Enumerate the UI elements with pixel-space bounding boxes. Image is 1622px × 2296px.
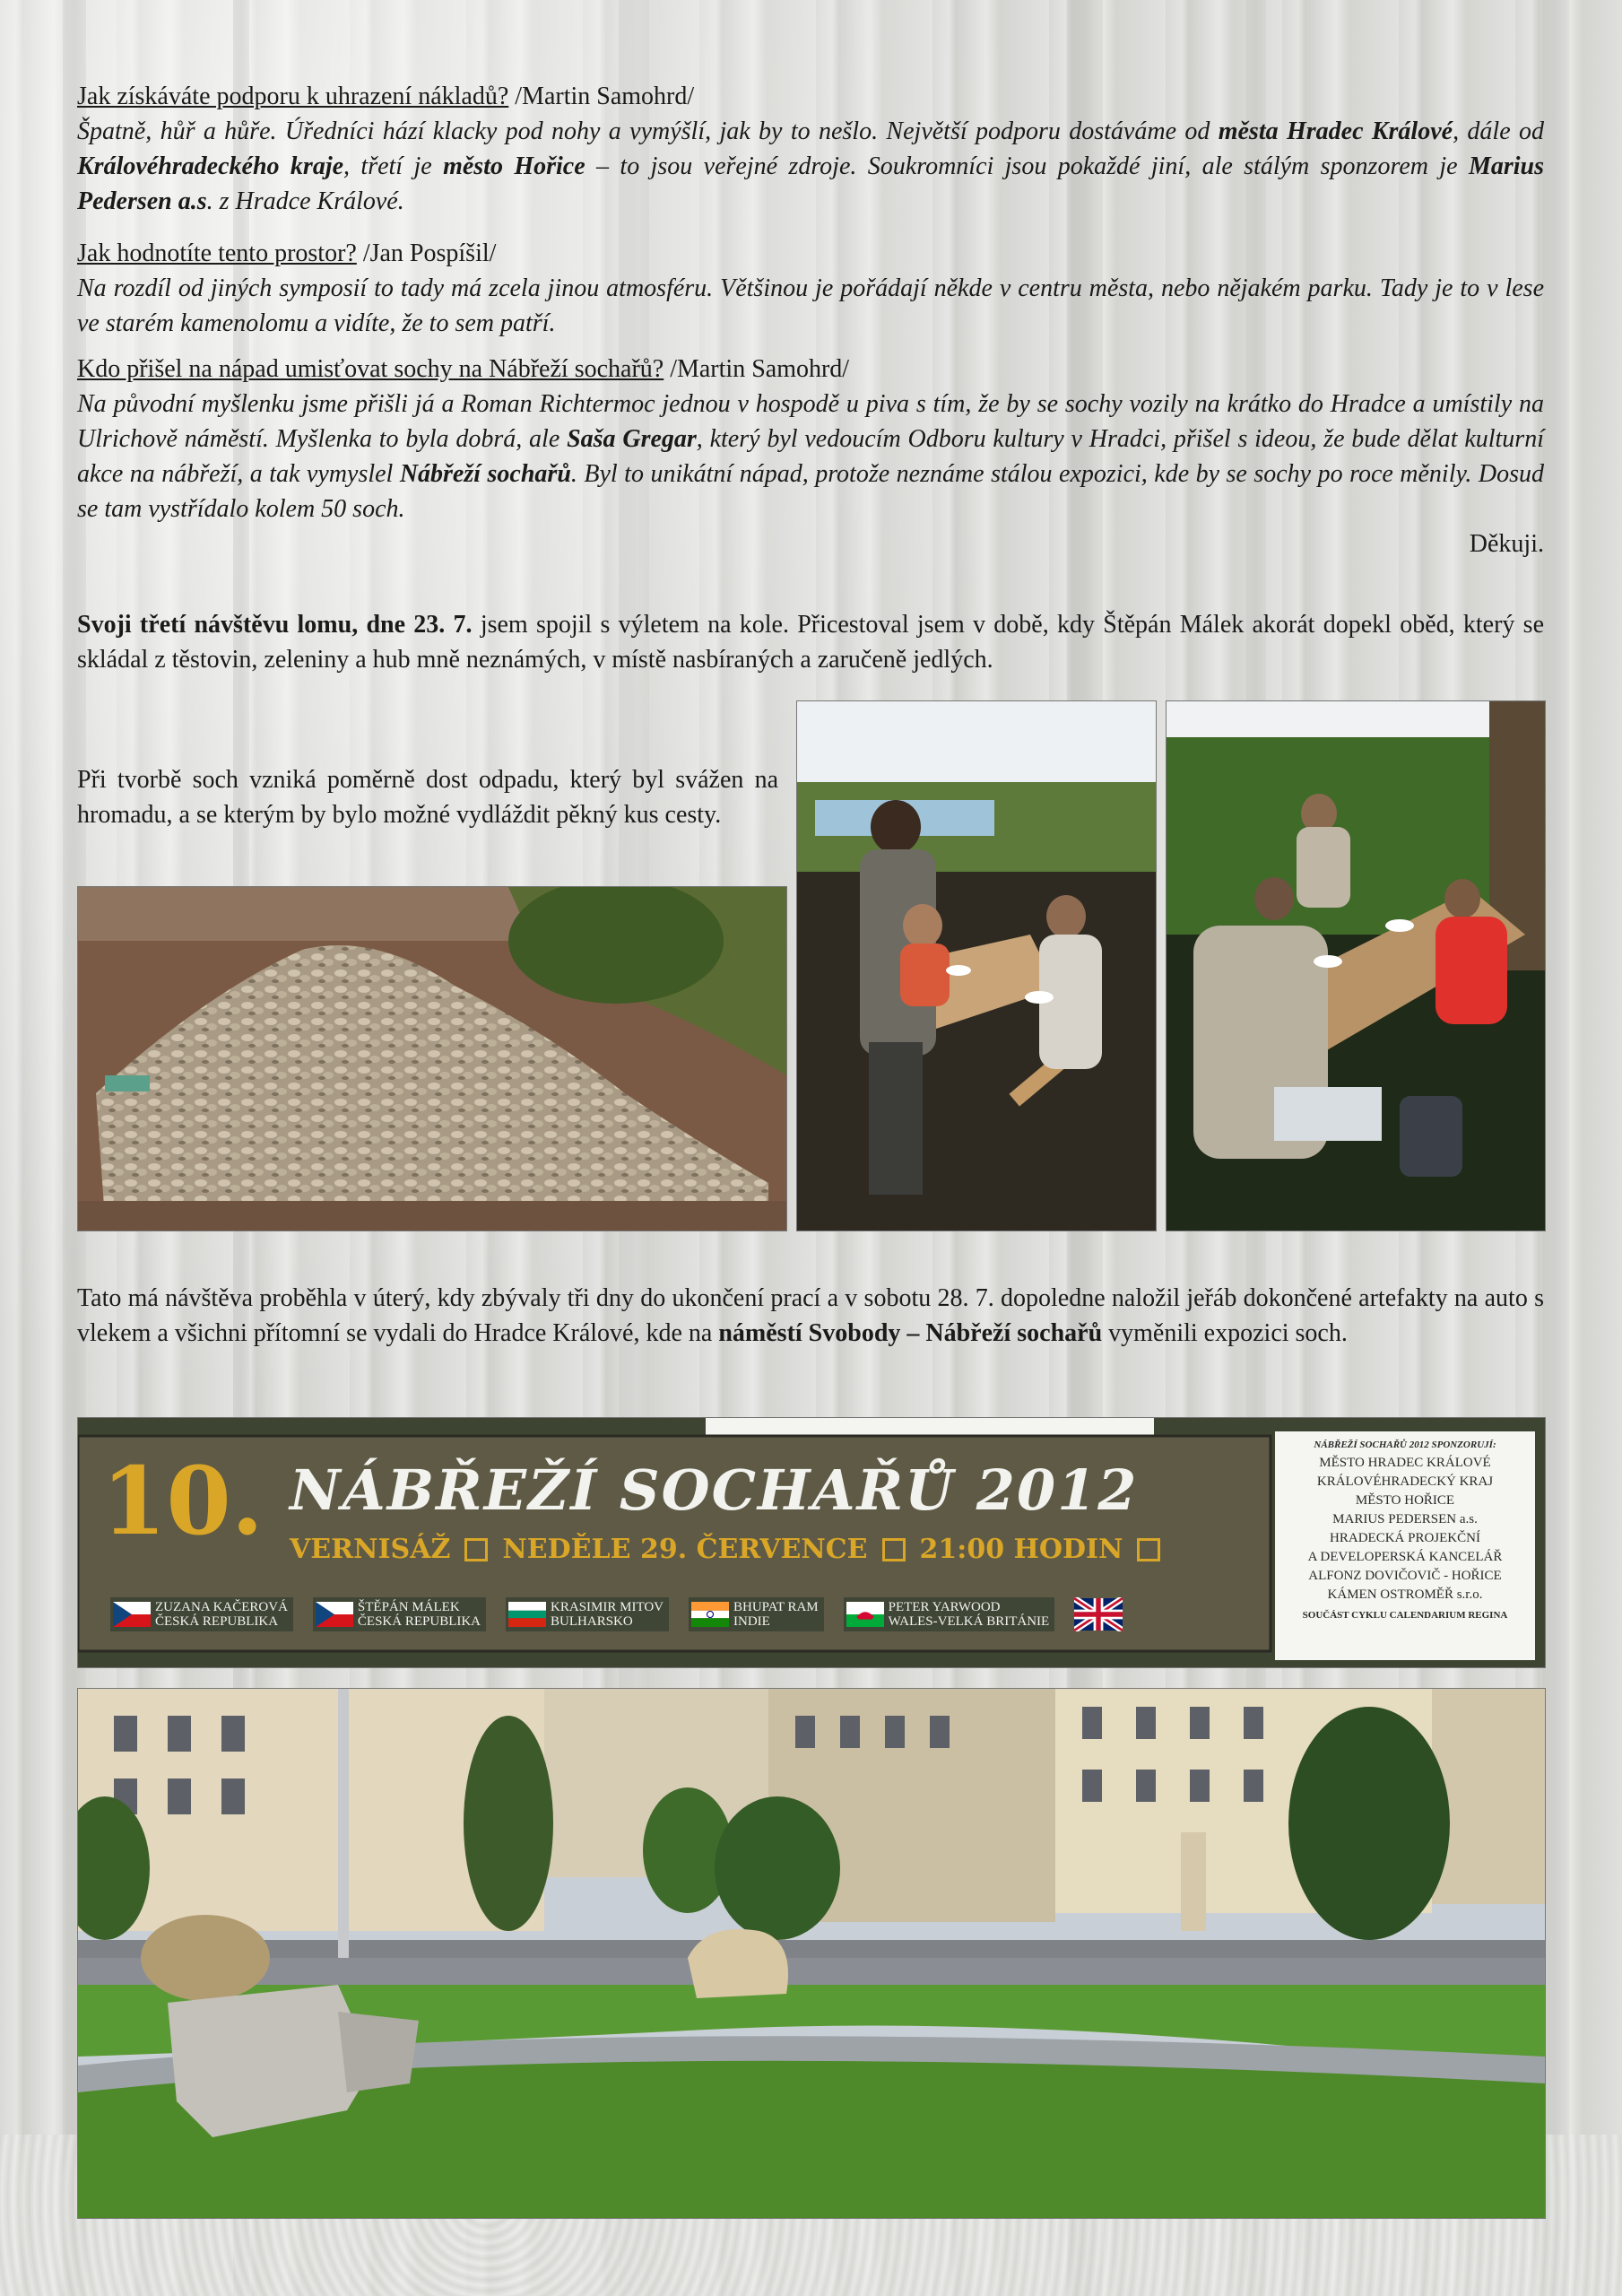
waste-paragraph: Při tvorbě soch vzniká poměrně dost odpadu, který byl svážen na hromadu, a se kterým by bylo možné vydláždit pěkný kus cesty. [77, 766, 778, 829]
bold-text-run: Nábřeží sochařů [399, 460, 571, 488]
subtitle-item: 21:00 HODIN [919, 1534, 1123, 1565]
lunch-photo-left [796, 700, 1157, 1231]
bold-text-run: město Hořice [443, 152, 585, 180]
wales-flag-icon [846, 1602, 884, 1627]
artist-2 [313, 1597, 486, 1631]
question-3: Kdo přišel na nápad umisťovat sochy na Nábřeží sochařů? [77, 355, 664, 383]
bold-text-run: Saša Gregar [567, 425, 697, 453]
text-run: Tato má návštěva proběhla v úterý, kdy zbývaly tři dny do ukončení prací a v sobotu 28. 7. dopoledne naložil jeřáb dokončené artefakty na auto s vlekem a všichni přítomní se vydali do Hradce Králové, kde na [77, 1284, 1544, 1347]
sponsors-title: NÁBŘEŽÍ SOCHAŘŮ 2012 SPONZORUJÍ: [1314, 1439, 1496, 1450]
speaker-3: /Martin Samohrd/ [670, 355, 850, 383]
text-run: . Byl to unikátní nápad, protože neznáme stálou expozici, kde by se sochy po roce měnily. Dosud se tam vystřídalo kolem 50 soch. [77, 460, 1544, 523]
artist-country: WALES-VELKÁ BRITÁNIE [888, 1614, 1050, 1629]
banner-sponsors [1278, 1439, 1532, 1621]
artist-country: INDIE [733, 1614, 770, 1629]
text-run: vyměnili expozici soch. [1102, 1319, 1348, 1347]
text-run: Na rozdíl od jiných symposií to tady má zcela jinou atmosféru. Většinou je pořádají někde v centru města, nebo nějakém parku. Tady je to v lese ve starém kamenolomu a vidíte, že to sem patří. [77, 274, 1544, 337]
text-run: , který byl vedoucím Odboru kultury v Hradci, přišel s ideou, že bude dělat kulturní akce na nábřeží, a tak vymyslel [77, 425, 1544, 488]
banner-title: NÁBŘEŽÍ SOCHAŘŮ 2012 [290, 1457, 1139, 1523]
banner-photo [77, 1417, 1546, 1668]
artist-country: ČESKÁ REPUBLIKA [155, 1614, 279, 1629]
sponsor-item: HRADECKÁ PROJEKČNÍ [1330, 1531, 1480, 1545]
banner-artists [110, 1597, 1123, 1631]
artist-4 [689, 1597, 824, 1631]
stone-pile-photo [77, 886, 787, 1231]
text-run: Na původní myšlenku jsme přišli já a Roman Richtermoc jednou v hospodě u piva s tím, že by se sochy vozily na krátko do Hradce a umístily na Ulrichově náměstí. Myšlenka to byla dobrá, ale [77, 390, 1544, 453]
sponsor-item: KRÁLOVÉHRADECKÝ KRAJ [1316, 1474, 1494, 1489]
question-2: Jak hodnotíte tento prostor? [77, 239, 357, 267]
text-run: – to jsou veřejné zdroje. Soukromníci jsou pokaždé jiní, ale stálým sponzorem je [585, 152, 1469, 180]
third-visit-text: jsem spojil s výletem na kole. Přicestoval jsem v době, kdy Štěpán Málek akorát dopekl oběd, který se skládal z těstovin, zeleniny a hub mně neznámých, v místě nasbíraných a zaručeně jedlých. [77, 611, 1544, 674]
sponsor-item: A DEVELOPERSKÁ KANCELÁŘ [1307, 1550, 1503, 1564]
banner-number: 10. [101, 1446, 264, 1556]
answer-2 [77, 271, 1544, 341]
artist-1 [110, 1597, 293, 1631]
interview-block-3 [77, 352, 1544, 561]
speaker-1: /Martin Samohrd/ [515, 83, 695, 110]
text-run: . z Hradce Králové. [206, 187, 404, 215]
artist-name: ZUZANA KAČEROVÁ [155, 1600, 288, 1614]
bold-text-run: Marius Pedersen a.s [77, 152, 1544, 215]
square-photo [77, 1688, 1546, 2219]
answer-3 [77, 387, 1544, 526]
sponsor-item: MARIUS PEDERSEN a.s. [1332, 1512, 1478, 1526]
interview-block-1 [77, 79, 1544, 219]
sponsor-item: ALFONZ DOVIČOVIČ - HOŘICE [1308, 1569, 1502, 1583]
interview-block-2 [77, 236, 1544, 341]
cz-flag-icon [113, 1602, 151, 1627]
subtitle-item: VERNISÁŽ [290, 1534, 451, 1565]
bold-text-run: města Hradec Králové [1218, 117, 1453, 145]
lunch-photo-right [1166, 700, 1546, 1231]
artist-name: ŠTĚPÁN MÁLEK [357, 1600, 460, 1614]
text-run: Špatně, hůř a hůře. Úředníci hází klacky pod nohy a vymýšlí, jak by to nešlo. Největší podporu dostáváme od [77, 117, 1219, 145]
speaker-2: /Jan Pospíšil/ [362, 239, 497, 267]
cz-flag-icon [316, 1602, 353, 1627]
third-visit-paragraph [77, 607, 1544, 677]
sponsors-footer: SOUČÁST CYKLU CALENDARIUM REGINA [1302, 1610, 1508, 1621]
question-1: Jak získáváte podporu k uhrazení nákladů? [77, 83, 509, 110]
artist-name: KRASIMIR MITOV [551, 1600, 664, 1614]
sponsor-item: MĚSTO HOŘICE [1355, 1493, 1455, 1508]
thanks: Děkuji. [1469, 530, 1544, 558]
last-visit-paragraph [77, 1281, 1544, 1351]
bold-text-run: náměstí Svobody – Nábřeží sochařů [718, 1319, 1103, 1347]
in-flag-icon [691, 1602, 729, 1627]
banner-subtitle [290, 1535, 1160, 1565]
uk-flag-icon [1074, 1597, 1123, 1631]
bg-flag-icon [508, 1602, 546, 1627]
artist-name: PETER YARWOOD [888, 1600, 1001, 1614]
bold-text-run: Královéhradeckého kraje [77, 152, 344, 180]
subtitle-item: NEDĚLE 29. ČERVENCE [502, 1534, 868, 1565]
artist-5 [844, 1597, 1055, 1631]
text-run: , dále od [1453, 117, 1544, 145]
artist-3 [506, 1597, 669, 1631]
artist-name: BHUPAT RAM [733, 1600, 819, 1614]
sponsor-item: MĚSTO HRADEC KRÁLOVÉ [1319, 1456, 1491, 1470]
artist-country: BULHARSKO [551, 1614, 633, 1629]
sponsor-item: KÁMEN OSTROMĚŘ s.r.o. [1327, 1587, 1483, 1602]
answer-1 [77, 114, 1544, 219]
text-run: , třetí je [343, 152, 444, 180]
artist-country: ČESKÁ REPUBLIKA [357, 1614, 481, 1629]
third-visit-lead: Svoji třetí návštěvu lomu, dne 23. 7. [77, 611, 473, 639]
